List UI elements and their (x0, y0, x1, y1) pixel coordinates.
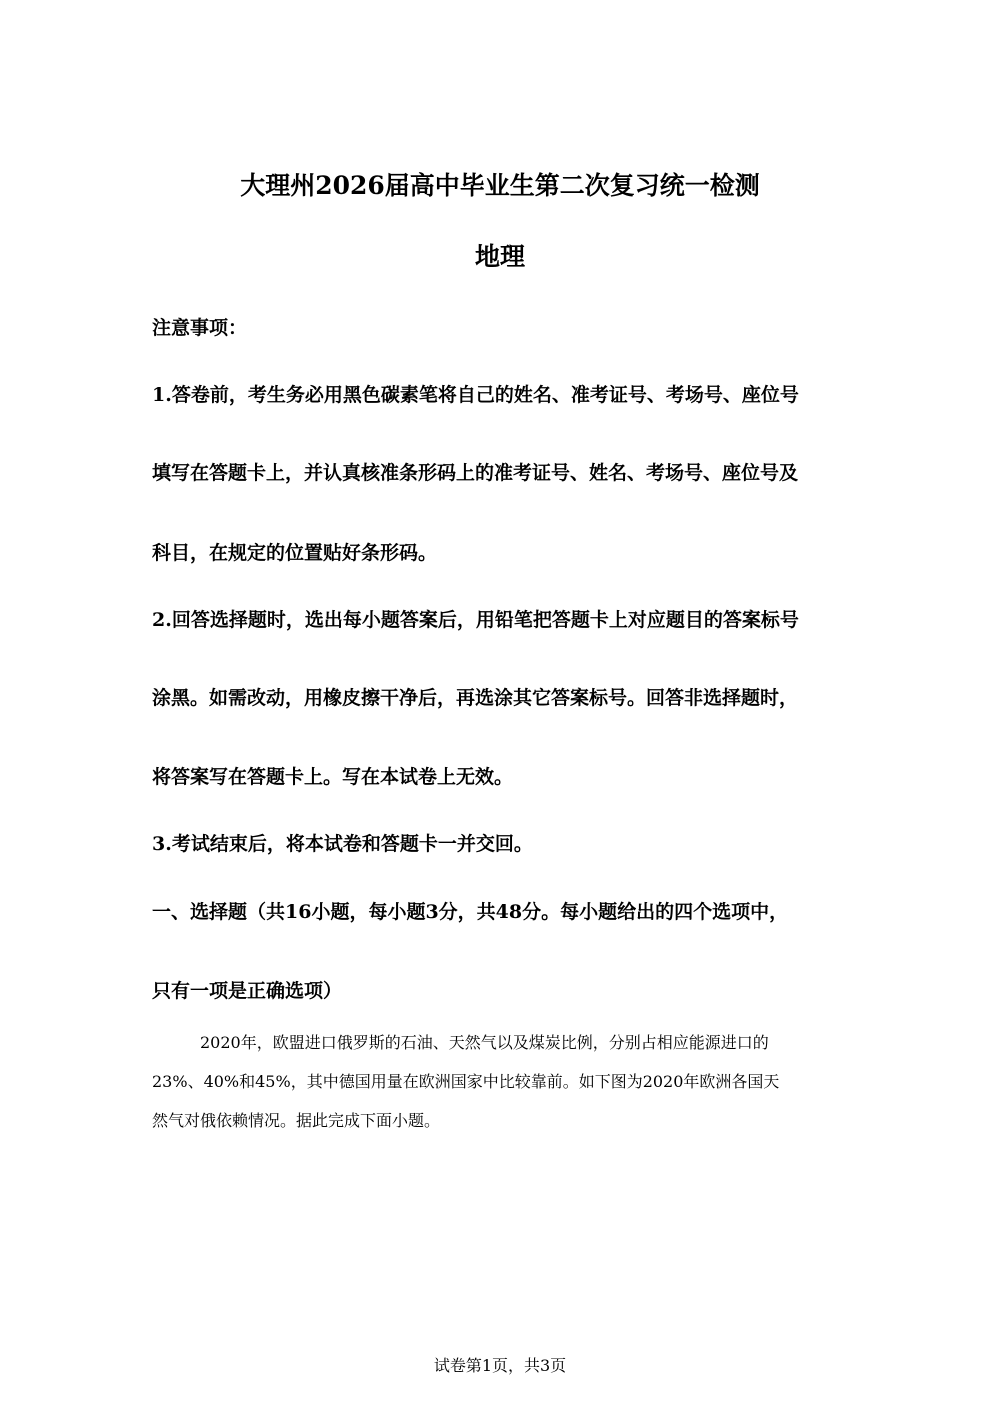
notice-line: 2.回答选择题时，选出每小题答案后，用铅笔把答题卡上对应题目的答案标号 (152, 609, 799, 631)
page-footer: 试卷第1页，共3页 (433, 1356, 567, 1375)
notice-line: 3.考试结束后，将本试卷和答题卡一并交回。 (152, 833, 533, 855)
subject-title: 地理 (474, 242, 525, 271)
notice-heading: 注意事项： (152, 317, 248, 339)
notice-line: 填写在答题卡上，并认真核准条形码上的准考证号、姓名、考场号、座位号及 (152, 462, 799, 484)
notice-line: 涂黑。如需改动，用橡皮擦干净后，再选涂其它答案标号。回答非选择题时， (152, 687, 799, 709)
section-heading: 只有一项是正确选项） (152, 980, 343, 1002)
section-heading: 一、选择题（共16小题，每小题3分，共48分。每小题给出的四个选项中， (152, 901, 789, 923)
notice-line: 将答案写在答题卡上。写在本试卷上无效。 (152, 766, 514, 788)
notice-line: 1.答卷前，考生务必用黑色碳素笔将自己的姓名、准考证号、考场号、座位号 (152, 384, 799, 406)
notice-line: 科目，在规定的位置贴好条形码。 (152, 542, 438, 564)
passage-line: 2020年，欧盟进口俄罗斯的石油、天然气以及煤炭比例，分别占相应能源进口的 (200, 1033, 769, 1052)
passage-line: 然气对俄依赖情况。据此完成下面小题。 (152, 1111, 441, 1130)
exam-title: 大理州2026届高中毕业生第二次复习统一检测 (240, 171, 760, 200)
passage-line: 23%、40%和45%，其中德国用量在欧洲国家中比较靠前。如下图为2020年欧洲各国天 (152, 1072, 780, 1091)
